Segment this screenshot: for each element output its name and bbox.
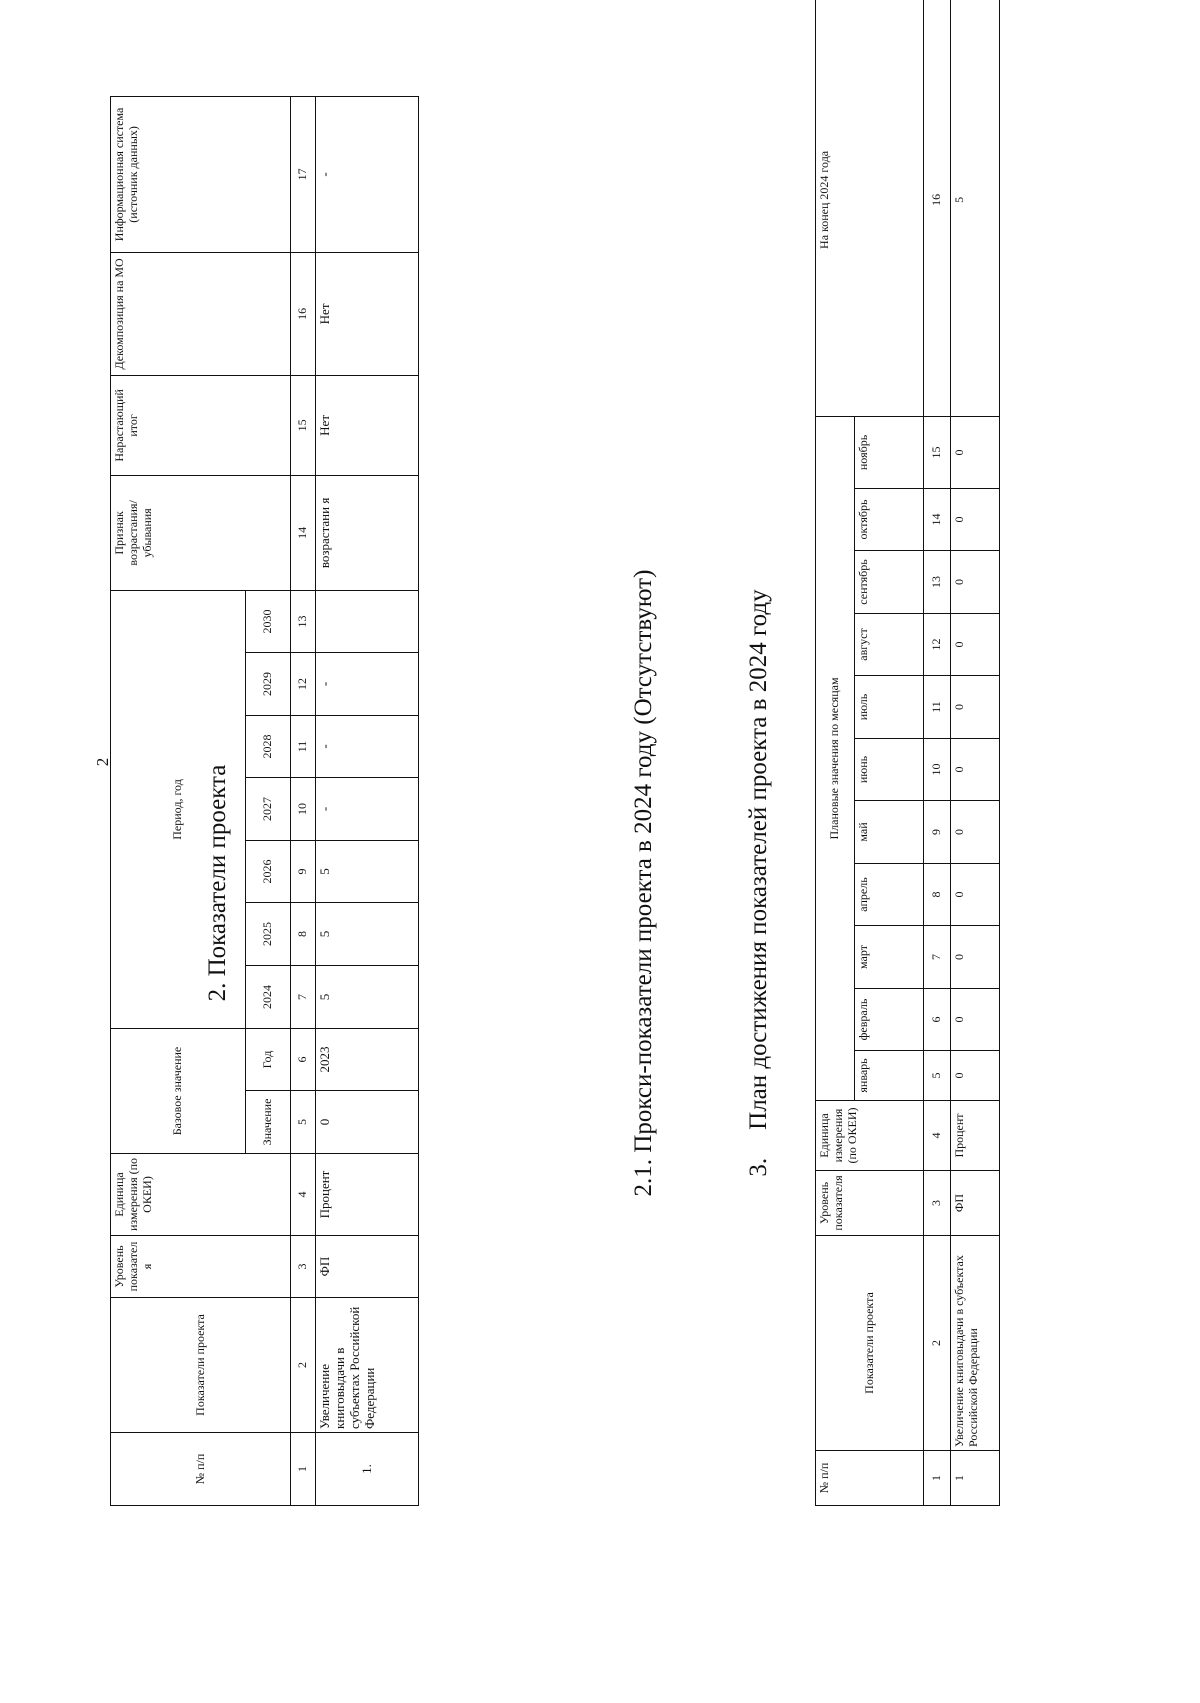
header-indicator: Показатели проекта — [816, 1236, 924, 1451]
row-trend: возрастани я — [316, 475, 419, 590]
header-level: Уровень показателя — [816, 1171, 924, 1236]
row-num: 1 — [951, 1451, 1000, 1506]
index-cell: 1 — [924, 1451, 951, 1506]
header-month: июнь — [855, 739, 924, 801]
index-cell: 16 — [291, 252, 316, 375]
index-cell: 3 — [924, 1171, 951, 1236]
section-3-title: План достижения показателей проекта в 2024 году — [745, 589, 772, 1130]
header-unit: Единица измерения (по ОКЕИ) — [111, 1154, 291, 1236]
index-cell: 17 — [291, 96, 316, 252]
header-trend: Признак возрастания/ убывания — [111, 475, 291, 590]
index-cell: 6 — [924, 989, 951, 1051]
header-plan: Плановые значения по месяцам — [816, 416, 855, 1100]
index-cell: 2 — [291, 1298, 316, 1433]
page-number: 2 — [93, 757, 112, 767]
index-cell: 1 — [291, 1433, 316, 1506]
index-cell: 12 — [291, 652, 316, 715]
section-2-title: 2. Показатели проекта — [204, 764, 231, 1002]
index-cell: 4 — [924, 1101, 951, 1171]
index-cell: 8 — [924, 864, 951, 926]
row-infosystem: - — [316, 96, 419, 252]
index-row — [924, 0, 951, 1506]
table-row — [951, 0, 1000, 1506]
header-indicator: Показатели проекта — [111, 1298, 291, 1433]
header-infosystem: Информационная система (источник данных) — [111, 96, 291, 252]
header-year: 2027 — [246, 777, 291, 840]
row-month-value: 0 — [951, 864, 1000, 926]
section-3-heading — [745, 503, 773, 1263]
row-month-value: 0 — [951, 676, 1000, 739]
index-cell: 2 — [924, 1236, 951, 1451]
header-period: Период, год — [111, 590, 246, 1028]
row-level: ФП — [316, 1236, 419, 1298]
index-cell: 13 — [291, 590, 316, 652]
row-month-value: 0 — [951, 926, 1000, 989]
header-end-of-year: На конец 2024 года — [816, 0, 924, 416]
index-cell: 12 — [924, 614, 951, 676]
section-2-1-title: 2.1. Прокси-показатели проекта в 2024 году (Отсутствуют) — [630, 569, 657, 1197]
header-year: 2026 — [246, 840, 291, 902]
row-year-value: 5 — [316, 840, 419, 902]
index-cell: 11 — [924, 676, 951, 739]
row-month-value: 0 — [951, 614, 1000, 676]
header-month: август — [855, 614, 924, 676]
header-month: апрель — [855, 864, 924, 926]
index-cell: 3 — [291, 1236, 316, 1298]
header-month: февраль — [855, 989, 924, 1051]
index-cell: 15 — [924, 416, 951, 488]
header-month: сентябрь — [855, 551, 924, 614]
header-level: Уровень показател я — [111, 1236, 291, 1298]
row-unit: Процент — [316, 1154, 419, 1236]
header-year: 2024 — [246, 965, 291, 1028]
index-cell: 10 — [291, 777, 316, 840]
index-cell: 6 — [291, 1028, 316, 1090]
row-month-value: 0 — [951, 489, 1000, 551]
index-cell: 13 — [924, 551, 951, 614]
row-month-value: 0 — [951, 551, 1000, 614]
index-row — [291, 96, 316, 1505]
row-month-value: 0 — [951, 989, 1000, 1051]
row-unit: Процент — [951, 1101, 1000, 1171]
index-cell: 11 — [291, 715, 316, 777]
index-cell: 14 — [924, 489, 951, 551]
row-year-value — [316, 590, 419, 652]
index-cell: 5 — [291, 1091, 316, 1154]
index-cell: 15 — [291, 375, 316, 475]
row-base-year: 2023 — [316, 1028, 419, 1090]
row-indicator: Увеличение книговыдачи в субъектах Российской Федерации — [951, 1236, 1000, 1451]
row-year-value: 5 — [316, 965, 419, 1028]
index-cell: 10 — [924, 739, 951, 801]
row-end-of-year: 5 — [951, 0, 1000, 416]
header-year: 2030 — [246, 590, 291, 652]
header-base: Базовое значение — [111, 1028, 246, 1153]
header-month: октябрь — [855, 489, 924, 551]
row-year-value: - — [316, 777, 419, 840]
header-year: 2028 — [246, 715, 291, 777]
header-year: 2025 — [246, 902, 291, 965]
header-month: январь — [855, 1051, 924, 1101]
header-year: 2029 — [246, 652, 291, 715]
row-decomposition: Нет — [316, 252, 419, 375]
header-month: март — [855, 926, 924, 989]
index-cell: 7 — [291, 965, 316, 1028]
index-cell: 5 — [924, 1051, 951, 1101]
section-3-number: 3. — [745, 1157, 772, 1177]
header-decomposition: Декомпозиция на МО — [111, 252, 291, 375]
index-cell: 14 — [291, 475, 316, 590]
header-month: май — [855, 801, 924, 864]
row-level: ФП — [951, 1171, 1000, 1236]
index-cell: 7 — [924, 926, 951, 989]
row-base-value: 0 — [316, 1091, 419, 1154]
header-base-year: Год — [246, 1028, 291, 1090]
table-row — [316, 96, 419, 1505]
row-month-value: 0 — [951, 739, 1000, 801]
row-indicator: Увеличение книговыдачи в субъектах Российской Федерации — [316, 1298, 419, 1433]
header-month: ноябрь — [855, 416, 924, 488]
row-year-value: 5 — [316, 902, 419, 965]
header-month: июль — [855, 676, 924, 739]
index-cell: 9 — [291, 840, 316, 902]
index-cell: 8 — [291, 902, 316, 965]
index-cell: 9 — [924, 801, 951, 864]
row-num: 1. — [316, 1433, 419, 1506]
row-cumulative: Нет — [316, 375, 419, 475]
row-year-value: - — [316, 715, 419, 777]
indicators-table — [110, 96, 419, 1506]
plan-table — [815, 0, 1000, 1506]
header-num: № п/п — [816, 1451, 924, 1506]
row-year-value: - — [316, 652, 419, 715]
header-unit: Единица измерения (по ОКЕИ) — [816, 1101, 924, 1171]
row-month-value: 0 — [951, 416, 1000, 488]
index-cell: 16 — [924, 0, 951, 416]
index-cell: 4 — [291, 1154, 316, 1236]
header-cumulative: Нарастающий итог — [111, 375, 291, 475]
header-base-value: Значение — [246, 1091, 291, 1154]
row-month-value: 0 — [951, 1051, 1000, 1101]
header-num: № п/п — [111, 1433, 291, 1506]
row-month-value: 0 — [951, 801, 1000, 864]
